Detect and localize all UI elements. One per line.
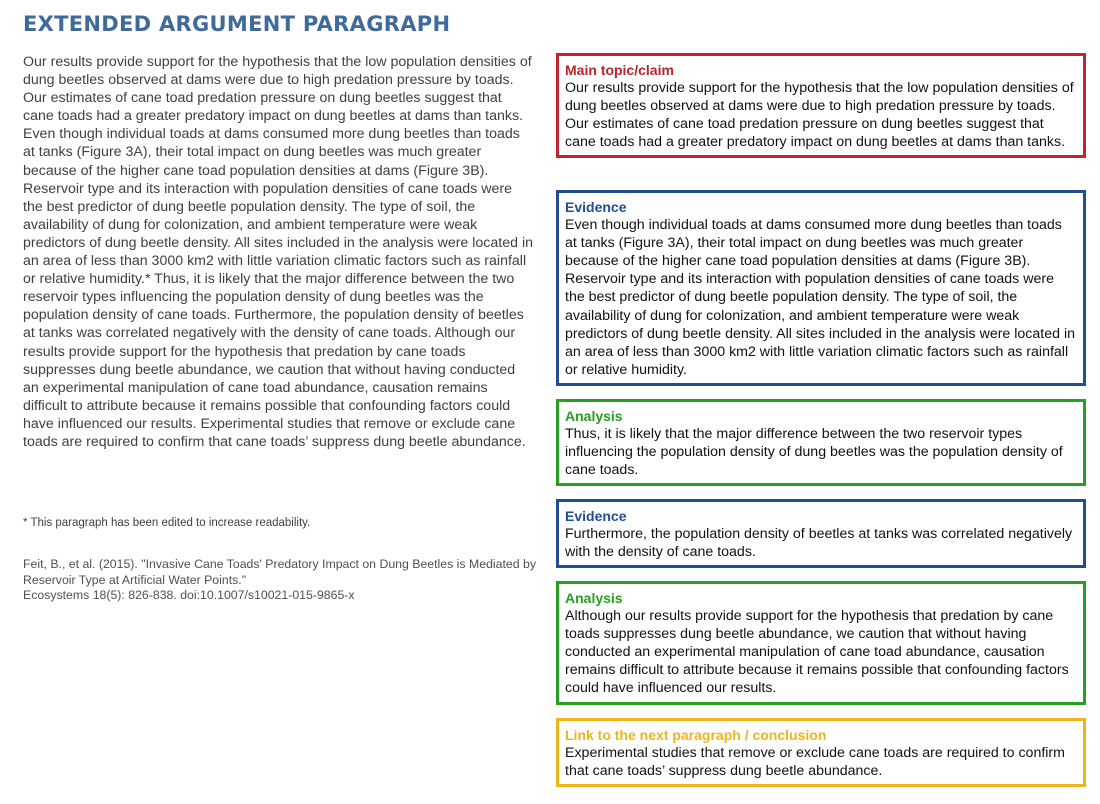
evidence-label-1: Evidence <box>565 199 627 215</box>
footnote: * This paragraph has been edited to increase readability. <box>23 517 311 529</box>
analysis-label-1: Analysis <box>565 408 623 424</box>
claim-text: Our results provide support for the hypothesis that the low population densities of dung beetles observed at dams were due to high predation pressure by toads. Our estimates of cane toad predation pressure on dung beetles suggest that cane toads had a greater predatory impact on dung beetles at dams than tanks. <box>565 80 1074 151</box>
page-title: EXTENDED ARGUMENT PARAGRAPH <box>23 12 451 36</box>
analysis-text-1: Thus, it is likely that the major difference between the two reservoir types influencing the population density of dung beetles was the population density of cane toads. <box>565 426 1063 479</box>
evidence-text-2: Furthermore, the population density of beetles at tanks was correlated negatively with the density of cane toads. <box>565 526 1073 561</box>
evidence-box-2 <box>556 499 1086 568</box>
analysis-box-1 <box>556 399 1086 486</box>
analysis-box-2 <box>556 581 1086 705</box>
argument-paragraph: Our results provide support for the hypothesis that the low population densities of dung beetles observed at dams were due to high predation pressure by toads. Our estimates of cane toad predation pressure on dung beetles suggest that cane toads had a greater predatory impact on dung beetles at dams than tanks. Even though individual toads at dams consumed more dung beetles than toads at tanks (Figure 3A), their total impact on dung beetles was much greater because of the higher cane toad population densities at dams (Figure 3B). Reservoir type and its interaction with population densities of cane toads were the best predictor of dung beetle population density. The type of soil, the availability of dung for colonization, and ambient temperature were weak predictors of dung beetle density. All sites included in the analysis were located in an area of less than 3000 km2 with little variation climatic factors such as rainfall or relative humidity.* Thus, it is likely that the major difference between the two reservoir types influencing the population density of dung beetles was the population density of cane toads. Furthermore, the population density of beetles at tanks was correlated negatively with the density of cane toads. Although our results provide support for the hypothesis that predation by cane toads suppresses dung beetle abundance, we caution that without having conducted an experimental manipulation of cane toad abundance, causation remains difficult to attribute because it remains possible that confounding factors could have influenced our results. Experimental studies that remove or exclude cane toads are required to confirm that cane toads’ suppress dung beetle abundance. <box>23 54 533 450</box>
citation-reference: Feit, B., et al. (2015). "Invasive Cane Toads' Predatory Impact on Dung Beetles is Mediated by Reservoir Type at Artificial Water Points." <box>23 557 536 587</box>
analysis-text-2: Although our results provide support for the hypothesis that predation by cane toads suppresses dung beetle abundance, we caution that without having conducted an experimental manipulation of cane toad abundance, causation remains difficult to attribute because it remains possible that confounding factors could have influenced our results. <box>565 608 1069 697</box>
evidence-box-1 <box>556 190 1086 386</box>
claim-box <box>556 53 1086 158</box>
citation-journal: Ecosystems 18(5): 826-838. doi:10.1007/s10021-015-9865-x <box>23 588 355 602</box>
claim-label: Main topic/claim <box>565 62 674 78</box>
link-label: Link to the next paragraph / conclusion <box>565 727 827 743</box>
link-text: Experimental studies that remove or exclude cane toads are required to confirm that cane toads’ suppress dung beetle abundance. <box>565 745 1065 780</box>
evidence-label-2: Evidence <box>565 508 627 524</box>
link-box <box>556 718 1086 787</box>
analysis-label-2: Analysis <box>565 590 623 606</box>
citation <box>23 557 543 604</box>
evidence-text-1: Even though individual toads at dams consumed more dung beetles than toads at tanks (Figure 3A), their total impact on dung beetles was much greater because of the higher cane toad population densities at dams (Figure 3B). Reservoir type and its interaction with population densities of cane toads were the best predictor of dung beetle population density. The type of soil, the availability of dung for colonization, and ambient temperature were weak predictors of dung beetle density. All sites included in the analysis were located in an area of less than 3000 km2 with little variation climatic factors such as rainfall or relative humidity. <box>565 217 1075 378</box>
